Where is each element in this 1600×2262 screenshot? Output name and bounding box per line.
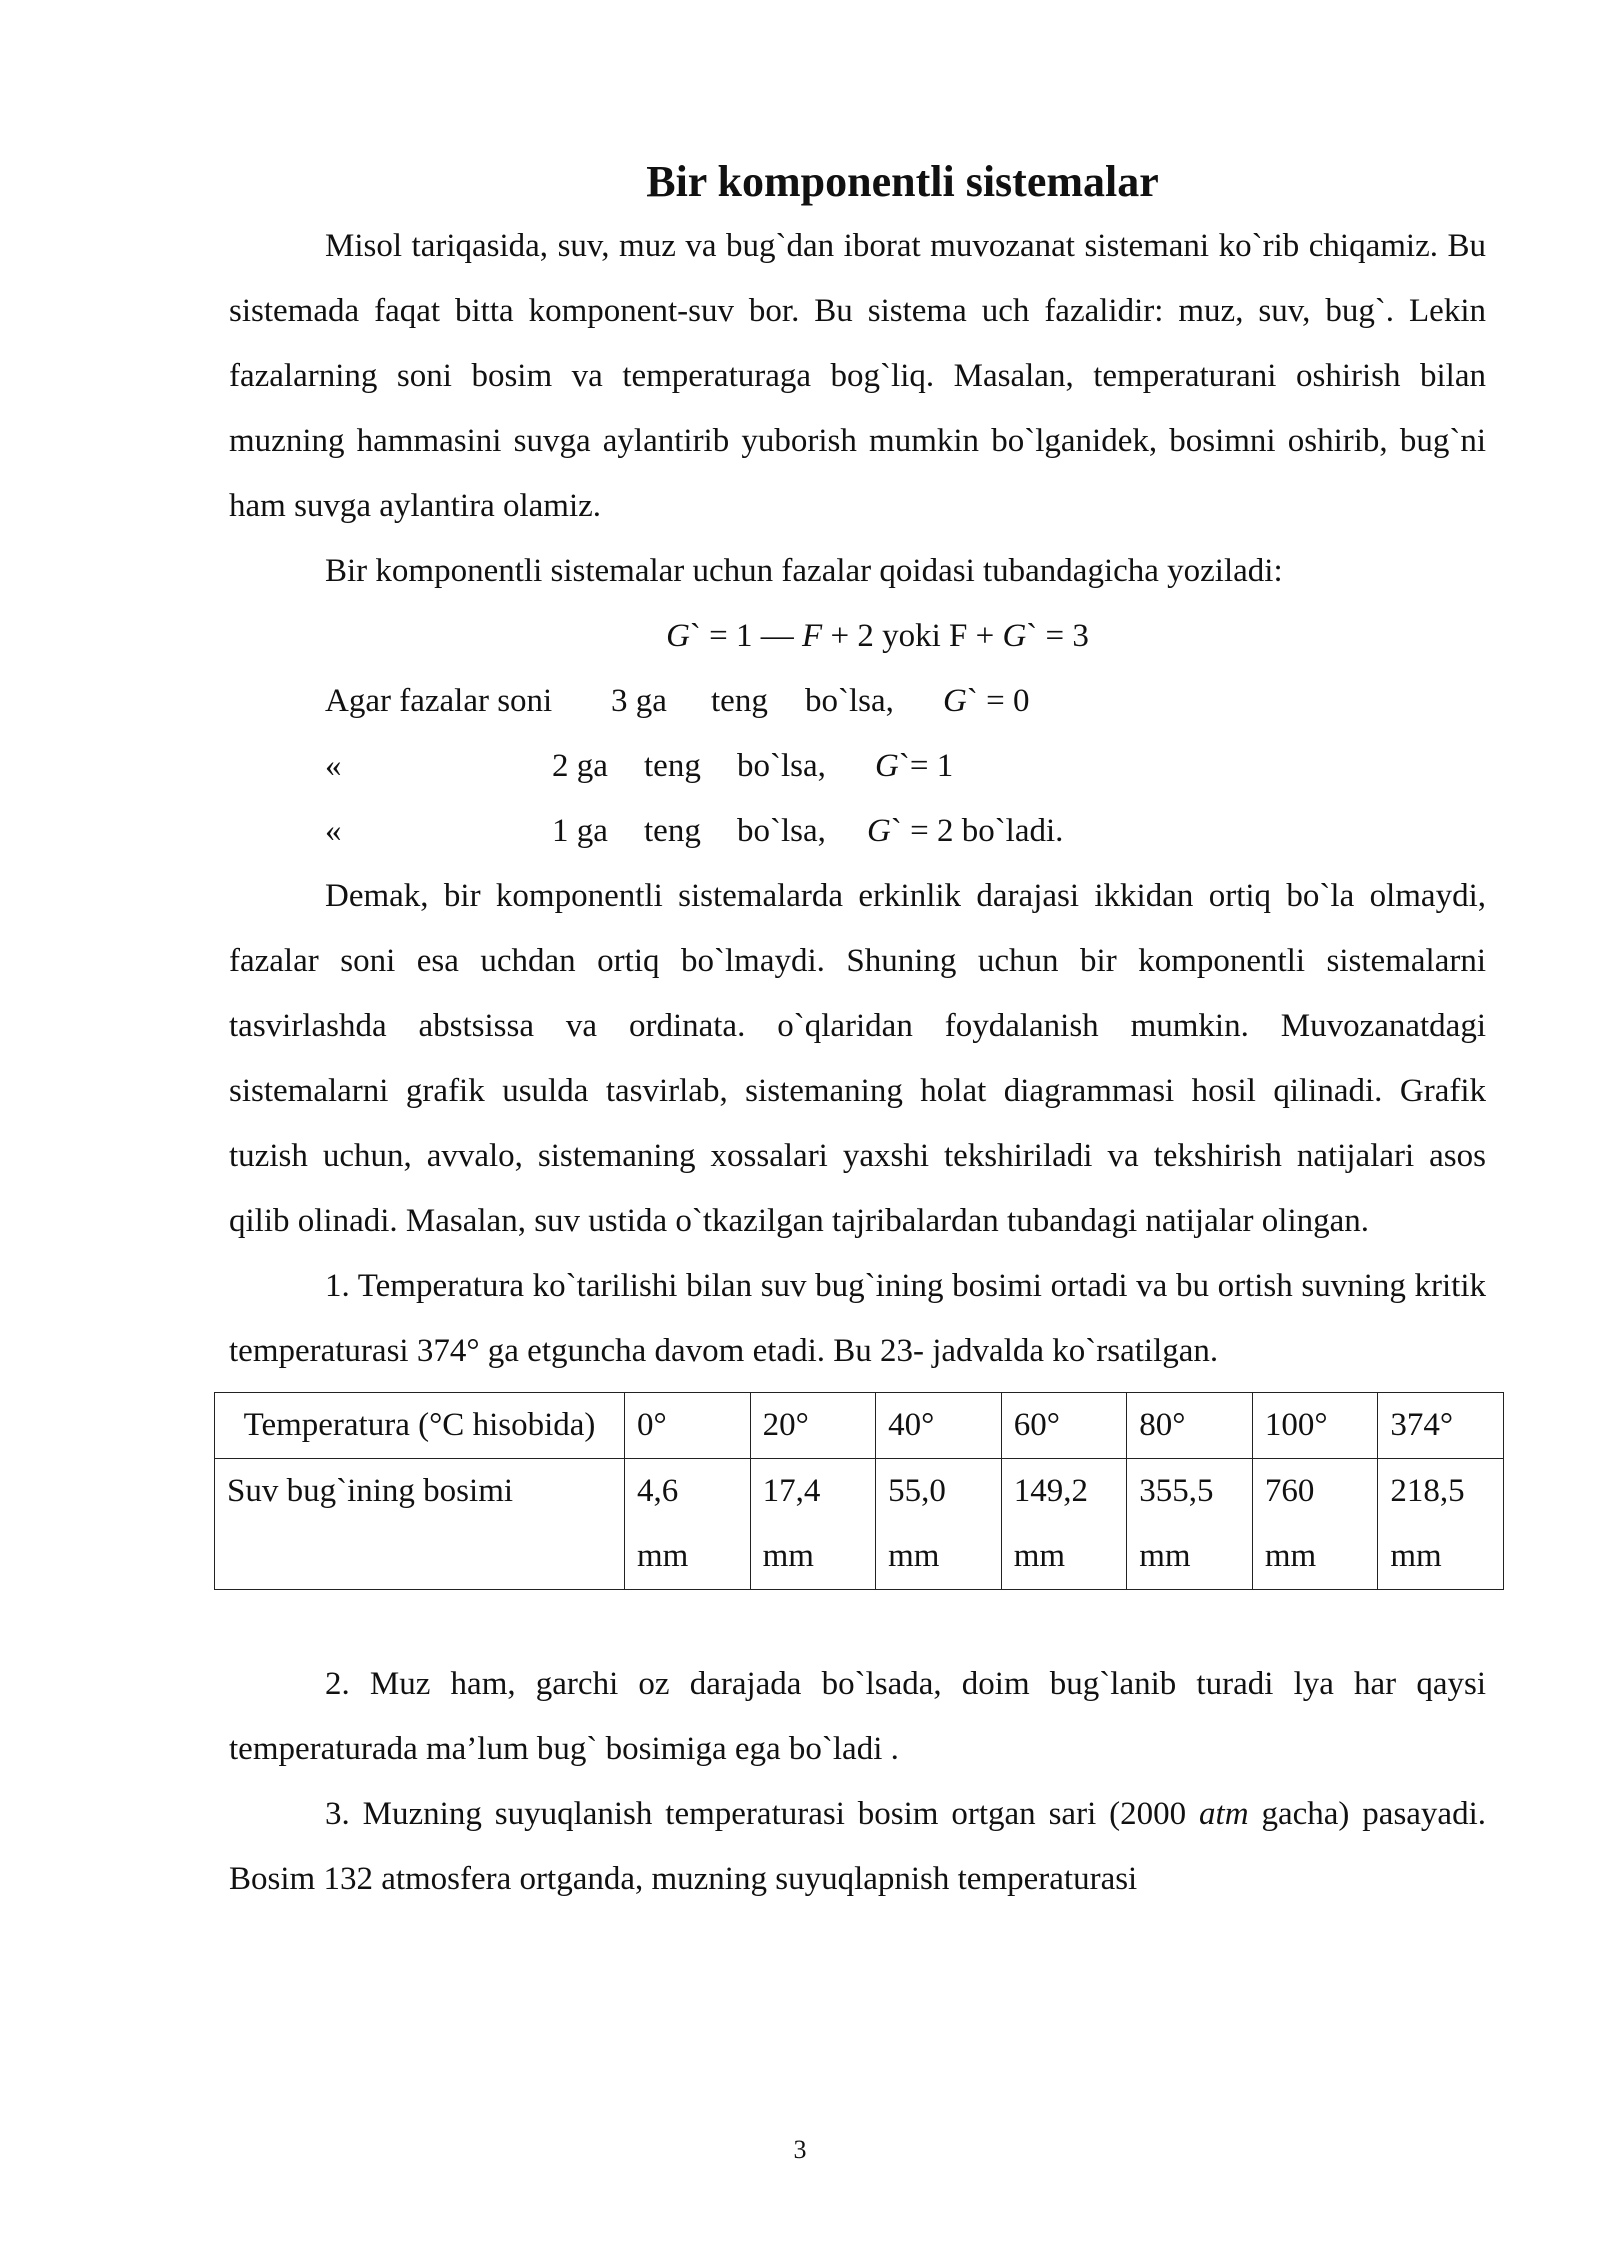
table-cell-temperature: 40° [876, 1393, 1002, 1459]
rule-result [867, 799, 1063, 864]
formula-g-symbol: G [666, 618, 690, 654]
table-cell-pressure: 4,6 mm [625, 1459, 751, 1590]
rule-line [229, 734, 1486, 799]
table-cell-pressure: 355,5 mm [1127, 1459, 1253, 1590]
table-cell-temperature: 100° [1252, 1393, 1378, 1459]
item-3-unit: atm [1199, 1796, 1249, 1832]
rule-lead: « [325, 813, 342, 849]
rule-line [229, 669, 1486, 734]
rule-result [875, 734, 953, 799]
table-cell-pressure: 55,0 mm [876, 1459, 1002, 1590]
rule-teng: teng [711, 683, 768, 719]
rule-g-symbol: G [867, 813, 891, 849]
rule-g-symbol: G [943, 683, 967, 719]
rule-count: 2 ga [552, 748, 608, 784]
page-number: 3 [793, 2135, 807, 2164]
demak-paragraph: Demak, bir komponentli sistemalarda erkinlik darajasi ikkidan ortiq bo`la olmaydi, fazalar soni esa uchdan ortiq bo`lmaydi. Shuning uchun bir komponentli sistemalarni tasvirlashda abstsissa va ordinata. o`qlaridan foydalanish mumkin. Muvozanatdagi sistemalarni grafik usulda tasvirlab, sistemaning holat diagrammasi hosil qilinadi. Grafik tuzish uchun, avvalo, sistemaning xossalari yaxshi tekshiriladi va tekshirish natijalari asos qilib olinadi. Masalan, suv ustida o`tkazilgan tajribalardan tubandagi natijalar olingan. [229, 878, 1486, 1239]
spacer [229, 1590, 1486, 1652]
phase-rule-formula [229, 604, 1486, 669]
table-cell-pressure: 149,2 mm [1001, 1459, 1127, 1590]
rule-line [229, 799, 1486, 864]
rule-count: 3 ga [611, 683, 667, 719]
item-1-paragraph: 1. Temperatura ko`tarilishi bilan suv bug`ining bosimi ortadi va bu ortish suvning kritik temperaturasi 374° ga etguncha davom etadi. Bu 23- jadvalda ko`rsatilgan. [229, 1268, 1486, 1369]
rule-result-value: `= 1 [898, 748, 954, 784]
formula-g-symbol: G [1002, 618, 1027, 654]
table-row-temperature [215, 1393, 1504, 1459]
rule-bolsa: bo`lsa, [737, 748, 826, 784]
rule-teng: teng [644, 748, 701, 784]
item-3-text: gacha) pasayadi. Bosim 132 atmosfera ortganda, muzning suyuqlapnish temperaturasi [229, 1796, 1486, 1897]
formula-f-symbol: F [802, 618, 823, 654]
vapor-pressure-table [214, 1392, 1504, 1590]
formula-part: + 2 yoki F + [822, 618, 1003, 654]
table-cell-pressure: 17,4 mm [750, 1459, 876, 1590]
rule-result [943, 669, 1029, 734]
table-cell-temperature: 374° [1378, 1393, 1504, 1459]
table-cell-temperature: 0° [625, 1393, 751, 1459]
document-page [229, 150, 1486, 1912]
table-row-label: Temperatura (°C hisobida) [215, 1393, 625, 1459]
table-cell-temperature: 80° [1127, 1393, 1253, 1459]
rule-teng: teng [644, 813, 701, 849]
rule-count: 1 ga [552, 813, 608, 849]
rule-result-value: ` = 2 bo`ladi. [890, 813, 1064, 849]
rule-bolsa: bo`lsa, [805, 683, 894, 719]
rule-lead: « [325, 748, 342, 784]
formula-part: ` = 1 — [689, 618, 803, 654]
intro-paragraph: Misol tariqasida, suv, muz va bug`dan iborat muvozanat sistemani ko`rib chiqamiz. Bu sistemada faqat bitta komponent-suv bor. Bu sistema uch fazalidir: muz, suv, bug`. Lekin fazalarning soni bosim va temperaturaga bog`liq. Masalan, temperaturani oshirish bilan muzning hammasini suvga aylantirib yuborish mumkin bo`lganidek, bosimni oshirib, bug`ni ham suvga aylantira olamiz. [229, 228, 1486, 524]
table-cell-temperature: 60° [1001, 1393, 1127, 1459]
rule-intro-paragraph: Bir komponentli sistemalar uchun fazalar qoidasi tubandagicha yoziladi: [325, 553, 1283, 589]
rule-result-value: ` = 0 [966, 683, 1030, 719]
item-3-text: 3. Muzning suyuqlanish temperaturasi bosim ortgan sari (2000 [325, 1796, 1200, 1832]
item-3-paragraph [229, 1782, 1486, 1912]
page-title: Bir komponentli sistemalar [646, 157, 1159, 206]
rule-lead: Agar fazalar soni [325, 683, 553, 719]
rule-g-symbol: G [875, 748, 899, 784]
table-row-pressure [215, 1459, 1504, 1590]
rule-bolsa: bo`lsa, [737, 813, 826, 849]
table-cell-temperature: 20° [750, 1393, 876, 1459]
formula-part: ` = 3 [1026, 618, 1089, 654]
table-row-label: Suv bug`ining bosimi [215, 1459, 625, 1590]
table-cell-pressure: 218,5 mm [1378, 1459, 1504, 1590]
item-2-paragraph: 2. Muz ham, garchi oz darajada bo`lsada, doim bug`lanib turadi lya har qaysi temperaturada ma’lum bug` bosimiga ega bo`ladi . [229, 1666, 1486, 1767]
table-cell-pressure: 760 mm [1252, 1459, 1378, 1590]
